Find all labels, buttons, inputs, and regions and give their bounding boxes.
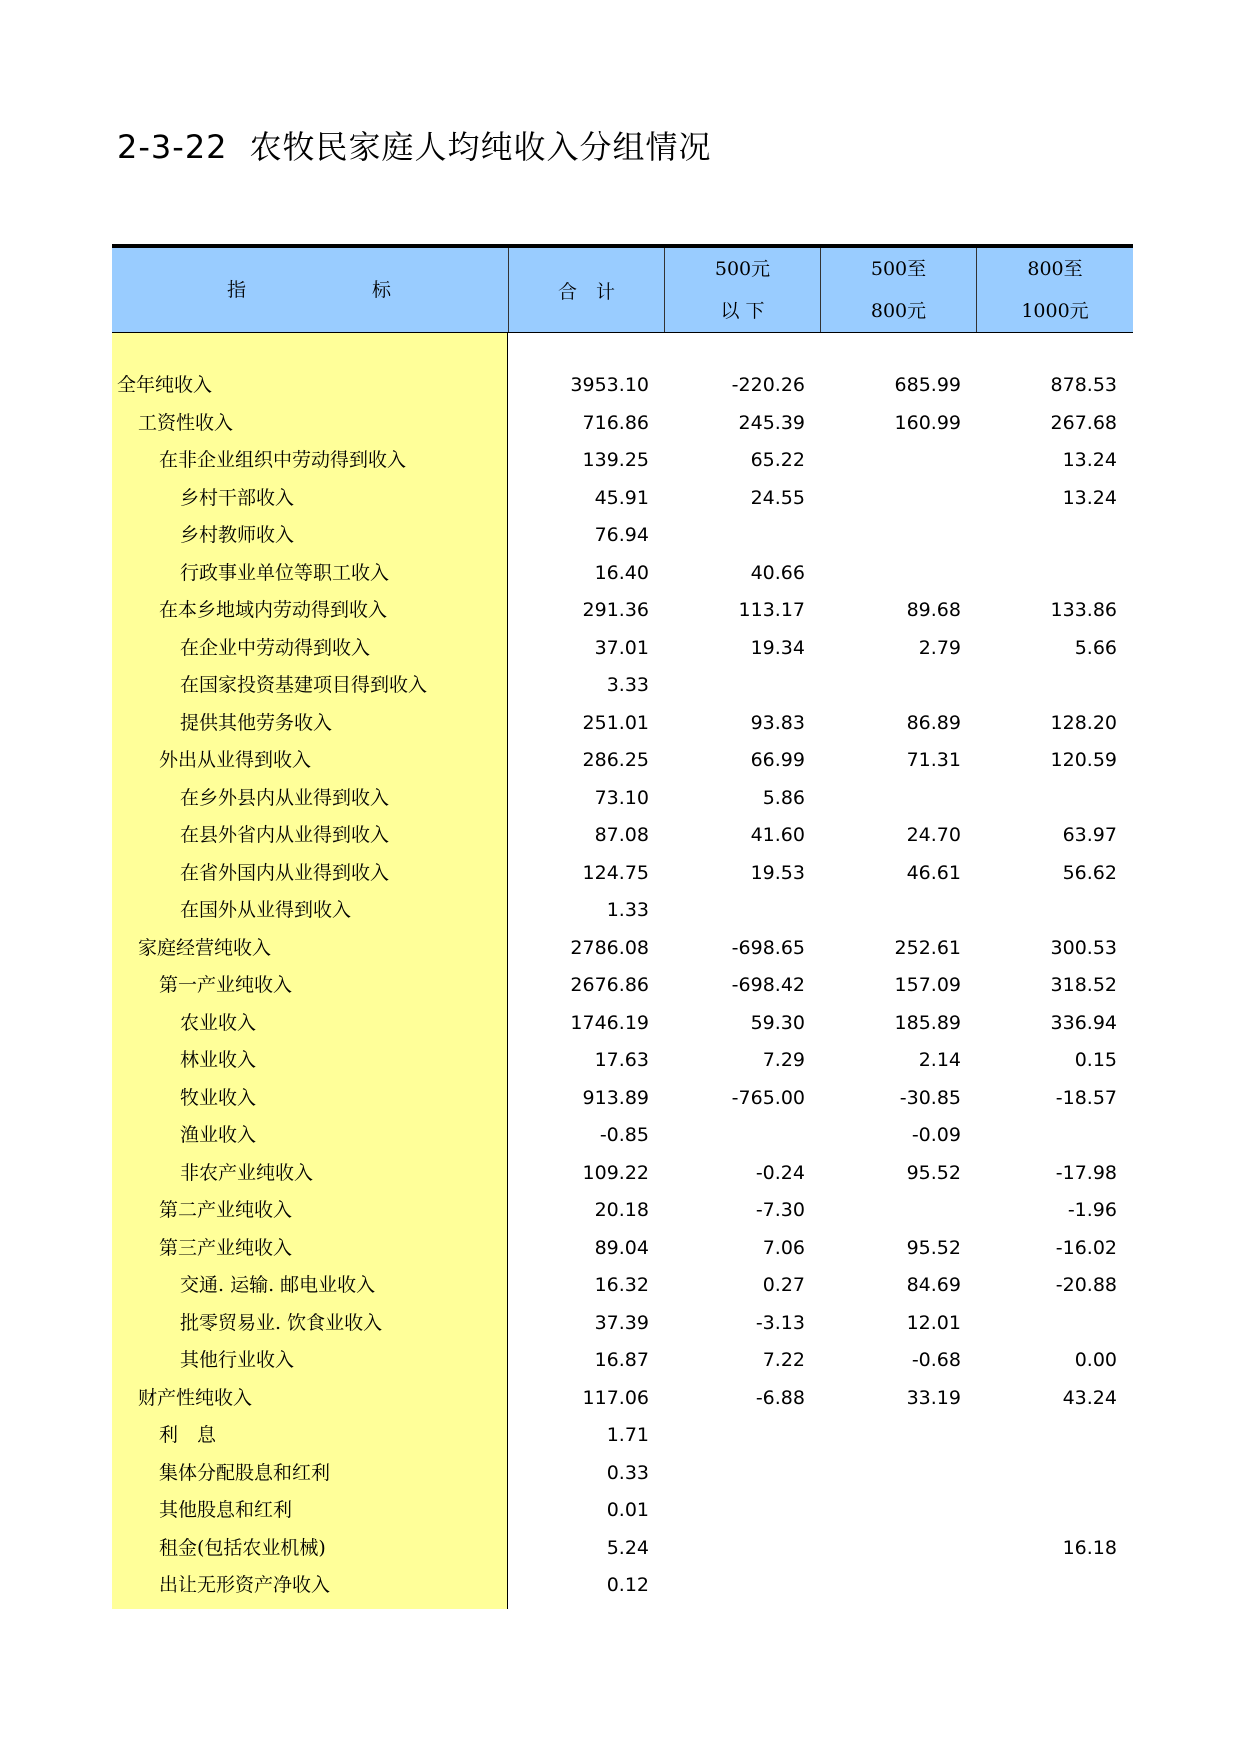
table-name: 农牧民家庭人均纯收入分组情况: [249, 128, 712, 166]
table-row: [112, 592, 1133, 630]
row-value-col3: 185.89: [894, 1011, 961, 1034]
row-value-col1: 20.18: [594, 1199, 649, 1221]
row-value-col4: 0.00: [1074, 1349, 1117, 1371]
row-value-col4: -20.88: [1055, 1274, 1117, 1296]
row-label: 乡村干部收入: [180, 486, 295, 509]
table-row: [112, 1192, 1133, 1230]
row-label: 非农产业纯收入: [180, 1161, 314, 1184]
row-value-col3: [811, 1192, 961, 1230]
row-value-col4: 336.94: [1050, 1011, 1117, 1034]
row-value-col1: 286.25: [582, 749, 649, 771]
row-value-col3: 252.61: [894, 936, 961, 959]
row-value-col1: 76.94: [594, 524, 649, 546]
row-value-col2: 5.86: [762, 786, 805, 809]
row-value-col2: 19.34: [750, 636, 805, 659]
table-row: [112, 780, 1133, 818]
row-value-col1: 16.32: [594, 1274, 649, 1296]
header-col2-line1: 500至: [870, 258, 927, 280]
table-row: [112, 1117, 1133, 1155]
row-value-col1: 89.04: [594, 1236, 649, 1259]
row-value-col3: 2.14: [918, 1049, 961, 1071]
row-value-col2: 59.30: [750, 1011, 805, 1034]
row-value-col4: 133.86: [1050, 599, 1117, 621]
table-row: [112, 630, 1133, 668]
row-value-col3: 33.19: [906, 1386, 961, 1409]
table-row: [112, 480, 1133, 518]
header-total: [508, 248, 664, 332]
row-label: 在企业中劳动得到收入: [180, 636, 371, 659]
table-row: [112, 817, 1133, 855]
row-value-col3: [811, 667, 961, 705]
row-value-col4: [967, 555, 1117, 593]
row-value-col1: 73.10: [594, 786, 649, 809]
row-value-col3: [811, 1567, 961, 1605]
row-value-col3: [811, 555, 961, 593]
row-value-col3: 24.70: [906, 824, 961, 846]
row-label: 在国外从业得到收入: [180, 899, 352, 921]
row-value-col4: [967, 1455, 1117, 1493]
row-label: 财产性纯收入: [138, 1386, 253, 1409]
row-value-col2: [655, 1567, 805, 1605]
row-label: 全年纯收入: [117, 374, 213, 396]
row-value-col3: [811, 1530, 961, 1568]
row-value-col4: 13.24: [1062, 486, 1117, 509]
table-row: [112, 930, 1133, 968]
row-label: 在县外省内从业得到收入: [180, 824, 390, 846]
header-col2: [820, 248, 976, 332]
row-value-col2: 7.22: [762, 1349, 805, 1371]
row-value-col3: 84.69: [906, 1274, 961, 1296]
row-value-col4: 300.53: [1050, 936, 1117, 959]
row-value-col4: [967, 1117, 1117, 1155]
table-row: [112, 667, 1133, 705]
row-value-col1: 17.63: [594, 1049, 649, 1071]
table-row: [112, 405, 1133, 443]
row-value-col4: [967, 892, 1117, 930]
row-value-col2: 65.22: [750, 449, 805, 471]
row-label: 第一产业纯收入: [159, 974, 293, 996]
row-value-col3: [811, 517, 961, 555]
table-row: [112, 1080, 1133, 1118]
table-row: [112, 1455, 1133, 1493]
row-label: 交通. 运输. 邮电业收入: [180, 1274, 376, 1296]
row-value-col1: 124.75: [582, 861, 649, 884]
row-label: 批零贸易业. 饮食业收入: [180, 1311, 383, 1334]
row-label: 在非企业组织中劳动得到收入: [159, 449, 407, 471]
row-value-col2: 0.27: [762, 1274, 805, 1296]
row-value-col4: 63.97: [1062, 824, 1117, 846]
row-value-col3: [811, 480, 961, 518]
row-value-col1: 1746.19: [570, 1011, 649, 1034]
row-value-col1: 37.01: [594, 636, 649, 659]
table-row: [112, 892, 1133, 930]
row-value-col1: 45.91: [594, 486, 649, 509]
row-value-col4: 318.52: [1050, 974, 1117, 996]
row-value-col2: 24.55: [750, 486, 805, 509]
row-value-col2: -3.13: [755, 1311, 805, 1334]
income-table: [112, 244, 1133, 1609]
table-row: [112, 1005, 1133, 1043]
row-value-col2: -7.30: [755, 1199, 805, 1221]
row-label: 牧业收入: [180, 1086, 257, 1109]
header-col2-line2: 800元: [870, 300, 927, 322]
row-value-col3: [811, 1417, 961, 1455]
row-label: 租金(包括农业机械): [159, 1536, 326, 1559]
row-value-col4: [967, 780, 1117, 818]
row-value-col2: -0.24: [755, 1161, 805, 1184]
row-value-col2: [655, 1455, 805, 1493]
row-value-col4: 128.20: [1050, 711, 1117, 734]
row-label: 在省外国内从业得到收入: [180, 861, 390, 884]
row-value-col3: [811, 892, 961, 930]
row-value-col2: 40.66: [750, 561, 805, 584]
header-col1-line2: 以 下: [720, 300, 765, 322]
row-value-col3: 685.99: [894, 374, 961, 396]
row-label: 利 息: [159, 1424, 217, 1446]
row-value-col1: 16.40: [594, 561, 649, 584]
row-label: 其他股息和红利: [159, 1499, 293, 1521]
row-value-col3: 89.68: [906, 599, 961, 621]
row-label: 在乡外县内从业得到收入: [180, 786, 390, 809]
row-value-col3: 157.09: [894, 974, 961, 996]
row-value-col3: [811, 1492, 961, 1530]
row-value-col1: 716.86: [582, 411, 649, 434]
row-value-col3: 95.52: [906, 1161, 961, 1184]
row-value-col2: 113.17: [738, 599, 805, 621]
header-indicator-a: 指: [227, 279, 247, 301]
row-value-col4: [967, 1305, 1117, 1343]
row-value-col3: [811, 780, 961, 818]
table-row: [112, 555, 1133, 593]
row-value-col2: 66.99: [750, 749, 805, 771]
row-value-col1: 37.39: [594, 1311, 649, 1334]
row-value-col3: -0.09: [911, 1124, 961, 1146]
row-value-col4: 120.59: [1050, 749, 1117, 771]
row-value-col4: [967, 667, 1117, 705]
row-value-col4: 267.68: [1050, 411, 1117, 434]
row-value-col4: -1.96: [1067, 1199, 1117, 1221]
row-value-col1: 1.33: [606, 899, 649, 921]
page-title: [117, 122, 712, 168]
header-indicator-b: 标: [372, 279, 392, 301]
table-row: [112, 1417, 1133, 1455]
row-value-col2: 245.39: [738, 411, 805, 434]
row-value-col3: 160.99: [894, 411, 961, 434]
table-row: [112, 517, 1133, 555]
row-value-col2: 7.06: [762, 1236, 805, 1259]
row-value-col2: -698.65: [731, 936, 805, 959]
row-value-col4: 5.66: [1074, 636, 1117, 659]
row-value-col1: 87.08: [594, 824, 649, 846]
table-row: [112, 1230, 1133, 1268]
table-row: [112, 1042, 1133, 1080]
row-value-col4: 0.15: [1074, 1049, 1117, 1071]
row-label: 渔业收入: [180, 1124, 257, 1146]
row-label: 农业收入: [180, 1011, 257, 1034]
row-value-col3: 86.89: [906, 711, 961, 734]
row-value-col2: [655, 517, 805, 555]
row-value-col3: -30.85: [899, 1086, 961, 1109]
row-value-col1: 3953.10: [570, 374, 649, 396]
row-value-col4: [967, 517, 1117, 555]
row-value-col1: 3.33: [606, 674, 649, 696]
table-row: [112, 705, 1133, 743]
row-value-col2: -220.26: [731, 374, 805, 396]
row-value-col4: 16.18: [1062, 1536, 1117, 1559]
table-code: 2-3-22: [117, 128, 228, 166]
table-row: [112, 967, 1133, 1005]
row-value-col2: 19.53: [750, 861, 805, 884]
row-label: 出让无形资产净收入: [159, 1574, 331, 1596]
row-value-col3: 95.52: [906, 1236, 961, 1259]
row-value-col4: -16.02: [1055, 1236, 1117, 1259]
row-label: 林业收入: [180, 1049, 257, 1071]
table-row: [112, 1342, 1133, 1380]
header-col3-line1: 800至: [1027, 258, 1083, 280]
row-value-col4: 56.62: [1062, 861, 1117, 884]
row-label: 工资性收入: [138, 411, 234, 434]
row-value-col1: 251.01: [582, 711, 649, 734]
row-label: 集体分配股息和红利: [159, 1461, 331, 1484]
row-value-col4: [967, 1417, 1117, 1455]
row-value-col2: -6.88: [755, 1386, 805, 1409]
table-body: [112, 333, 1133, 1609]
row-label: 提供其他劳务收入: [180, 711, 333, 734]
row-value-col1: 0.12: [606, 1574, 649, 1596]
row-value-col2: -698.42: [731, 974, 805, 996]
table-row: [112, 742, 1133, 780]
row-value-col1: 139.25: [582, 449, 649, 471]
row-value-col2: [655, 1530, 805, 1568]
row-value-col2: [655, 1417, 805, 1455]
row-value-col1: 0.33: [606, 1461, 649, 1484]
row-value-col4: [967, 1567, 1117, 1605]
row-value-col2: [655, 1117, 805, 1155]
header-col3: [976, 248, 1133, 332]
row-value-col4: -18.57: [1055, 1086, 1117, 1109]
row-label: 第三产业纯收入: [159, 1236, 293, 1259]
row-value-col1: 109.22: [582, 1161, 649, 1184]
header-col3-line2: 1000元: [1021, 300, 1089, 322]
row-value-col2: 7.29: [762, 1049, 805, 1071]
row-value-col3: -0.68: [911, 1349, 961, 1371]
row-value-col2: -765.00: [731, 1086, 805, 1109]
header-total-label: 合 计: [557, 280, 615, 303]
row-value-col1: 5.24: [606, 1536, 649, 1559]
row-value-col1: 0.01: [606, 1499, 649, 1521]
table-row: [112, 1267, 1133, 1305]
row-label: 在国家投资基建项目得到收入: [180, 674, 428, 696]
header-col1: [664, 248, 820, 332]
row-label: 行政事业单位等职工收入: [180, 561, 390, 584]
row-label: 其他行业收入: [180, 1349, 295, 1371]
row-value-col3: 2.79: [918, 636, 961, 659]
row-value-col3: 71.31: [906, 749, 961, 771]
row-value-col4: 13.24: [1062, 449, 1117, 471]
row-value-col2: [655, 667, 805, 705]
row-value-col1: 16.87: [594, 1349, 649, 1371]
row-value-col2: 93.83: [750, 711, 805, 734]
table-row: [112, 1305, 1133, 1343]
row-label: 乡村教师收入: [180, 524, 295, 546]
row-label: 外出从业得到收入: [159, 749, 312, 771]
row-value-col3: [811, 1455, 961, 1493]
row-value-col4: 43.24: [1062, 1386, 1117, 1409]
row-value-col1: 913.89: [582, 1086, 649, 1109]
row-value-col2: 41.60: [750, 824, 805, 846]
table-header: [112, 248, 1133, 333]
table-row: [112, 1567, 1133, 1605]
header-indicator: [112, 248, 508, 332]
row-value-col1: 117.06: [582, 1386, 649, 1409]
row-value-col1: 2786.08: [570, 936, 649, 959]
header-col1-line1: 500元: [714, 258, 771, 280]
row-value-col1: -0.85: [599, 1124, 649, 1146]
row-value-col4: -17.98: [1055, 1161, 1117, 1184]
row-value-col1: 1.71: [606, 1424, 649, 1446]
table-row: [112, 855, 1133, 893]
row-value-col3: [811, 442, 961, 480]
table-row: [112, 1530, 1133, 1568]
row-value-col2: [655, 892, 805, 930]
row-value-col1: 2676.86: [570, 974, 649, 996]
table-row: [112, 442, 1133, 480]
row-value-col4: [967, 1492, 1117, 1530]
row-value-col4: 878.53: [1050, 374, 1117, 396]
table-row: [112, 367, 1133, 405]
table-row: [112, 1380, 1133, 1418]
row-label: 第二产业纯收入: [159, 1199, 293, 1221]
table-row: [112, 1492, 1133, 1530]
row-label: 在本乡地域内劳动得到收入: [159, 599, 388, 621]
row-value-col3: 46.61: [906, 861, 961, 884]
row-value-col2: [655, 1492, 805, 1530]
row-value-col3: 12.01: [906, 1311, 961, 1334]
row-value-col1: 291.36: [582, 599, 649, 621]
table-row: [112, 1155, 1133, 1193]
row-label: 家庭经营纯收入: [138, 936, 272, 959]
